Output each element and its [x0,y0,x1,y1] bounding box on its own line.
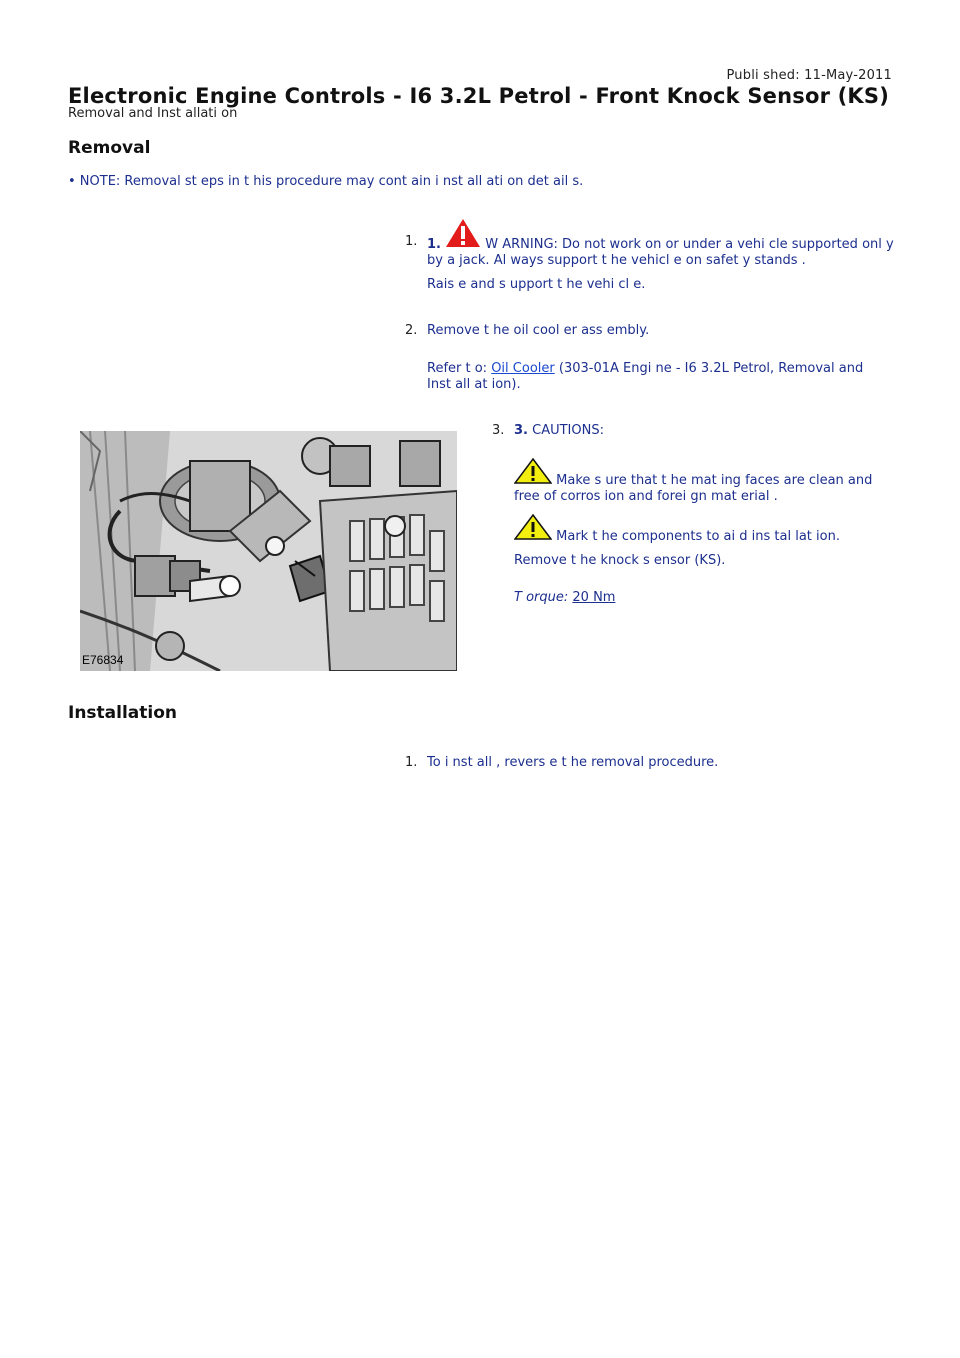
caution-2 [514,514,904,545]
caution-1-line1: Make s ure that t he mat ing faces are clean and [552,473,873,488]
caution-icon [514,514,552,545]
step-3-label [514,423,604,439]
step-1-warning [427,218,897,269]
step-2-refer-suffix-2: Inst all at ion). [427,377,521,392]
page-subtitle: Removal and Inst allati on [68,106,238,121]
step-2-text: Remove t he oil cool er ass embly. [427,323,650,338]
warning-icon [445,218,481,253]
step-2-refer-suffix: (303-01A Engi ne - I6 3.2L Petrol, Removal and [554,361,864,376]
step-1-number: 1. [405,234,418,249]
step-2-number: 2. [405,323,418,338]
torque-label: T orque: [514,590,569,605]
installation-heading: Installation [68,703,178,723]
page-title: Electronic Engine Controls - I6 3.2L Petrol - Front Knock Sensor (KS) [68,84,890,108]
step-1-warning-line1: W ARNING: Do not work on or under a vehi cle supported onl y [481,237,894,252]
caution-1-line2: free of corros ion and forei gn mat erial . [514,489,778,504]
knock-sensor-figure [80,431,457,671]
step-3-number: 3. [492,423,505,438]
caution-2-text: Mark t he components to ai d ins tal lat ion. [552,529,840,544]
oil-cooler-link[interactable]: Oil Cooler [491,361,555,376]
figure-label: E76834 [82,653,124,667]
step-3-text: Remove t he knock s ensor (KS). [514,553,726,568]
step-1-warning-line2: by a jack. Al ways support t he vehicl e on safet y stands . [427,253,806,268]
torque-value: 20 Nm [572,590,616,605]
step-1-text: Rais e and s upport t he vehi cl e. [427,277,646,292]
step-2-refer [427,361,897,393]
install-step-1-number: 1. [405,755,418,770]
step-1-bold: 1. [427,237,441,252]
step-2-refer-prefix: Refer t o: [427,361,492,376]
caution-1 [514,458,904,505]
engine-photo [80,431,457,671]
removal-heading: Removal [68,138,151,158]
torque-spec [514,590,615,606]
step-3-cautions: CAUTIONS: [527,423,604,438]
install-step-1-text: To i nst all , revers e t he removal procedure. [427,755,719,770]
step-3-bold: 3. [514,423,528,438]
published-date: Publi shed: 11-May-2011 [726,68,892,83]
caution-icon [514,458,552,489]
removal-note: • NOTE: Removal st eps in t his procedure may cont ain i nst all ati on det ail s. [68,174,584,189]
